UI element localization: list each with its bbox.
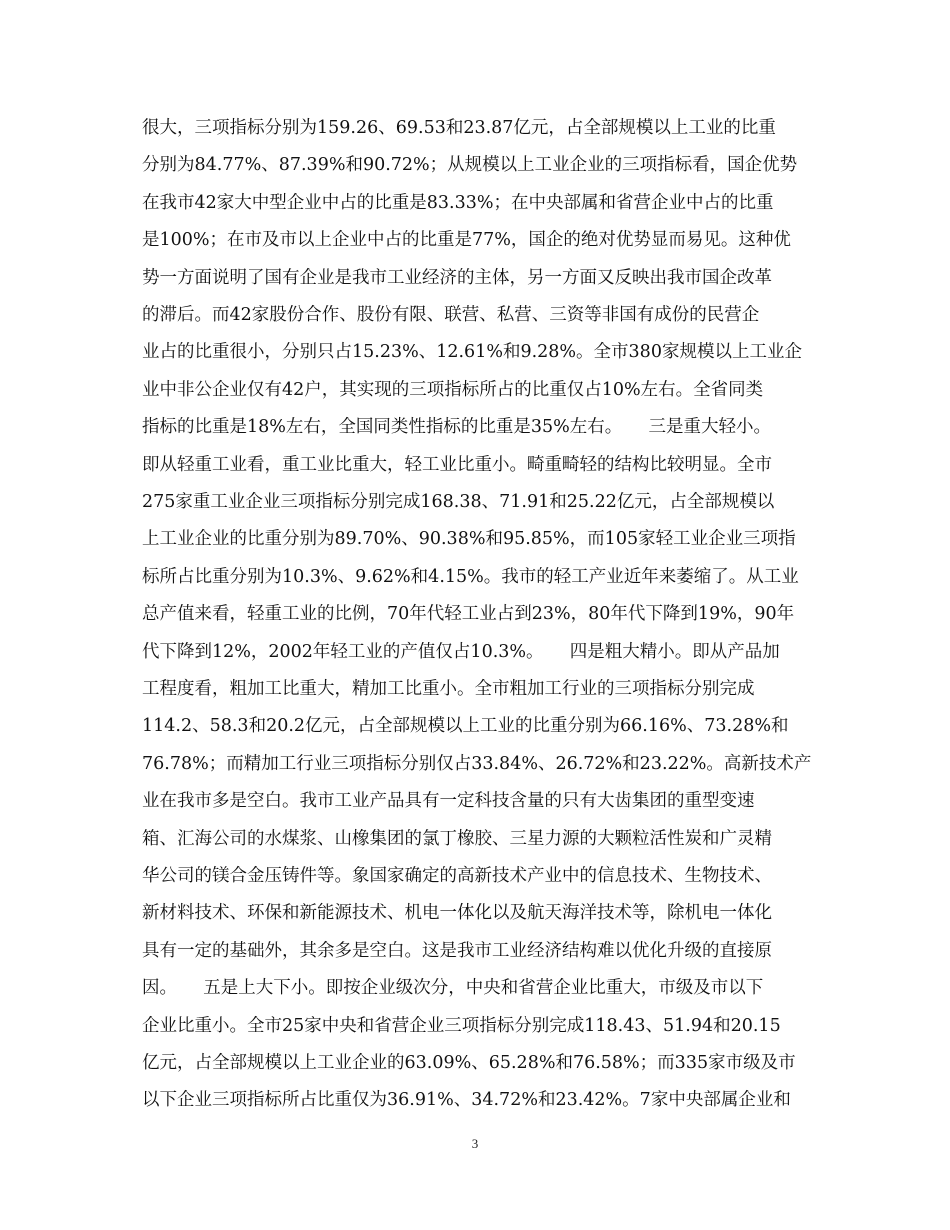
text-line: 在我市42家大中型企业中占的比重是83.33%；在中央部属和省营企业中占的比重: [142, 192, 774, 213]
text-line: 275家重工业企业三项指标分别完成168.38、71.91和25.22亿元，占全部规模以: [142, 492, 775, 512]
text-line: 分别为84.77%、87.39%和90.72%；从规模以上工业企业的三项指标看，国企优势: [142, 155, 798, 176]
text-line: 上工业企业的比重分别为89.70%、90.38%和95.85%，而105家轻工业企业三项指: [142, 529, 796, 550]
text-line: 76.78%；而精加工行业三项指标分别仅占33.84%、26.72%和23.22%。高新技术产: [142, 753, 812, 774]
text-line: 是100%；在市及市以上企业中占的比重是77%，国企的绝对优势显而易见。这种优: [142, 230, 791, 251]
text-line: 业占的比重很小，分别只占15.23%、12.61%和9.28%。全市380家规模以上工业企: [142, 342, 802, 363]
text-line: 业中非公企业仅有42户，其实现的三项指标所占的比重仅占10%左右。全省同类: [142, 379, 764, 400]
text-line: 具有一定的基础外，其余多是空白。这是我市工业经济结构难以优化升级的直接原: [142, 940, 772, 961]
text-line: 很大，三项指标分别为159.26、69.53和23.87亿元，占全部规模以上工业的比重: [142, 118, 776, 138]
page-number: 3: [471, 1136, 479, 1151]
text-line: 代下降到12%，2002年轻工业的产值仅占10.3%。 四是粗大精小。即从产品加: [142, 641, 780, 662]
text-line: 标所占比重分别为10.3%、9.62%和4.15%。我市的轻工产业近年来萎缩了。从工业: [142, 566, 799, 587]
text-line: 势一方面说明了国有企业是我市工业经济的主体，另一方面又反映出我市国企改革: [142, 267, 772, 288]
text-line: 114.2、58.3和20.2亿元，占全部规模以上工业的比重分别为66.16%、73.28%和: [142, 716, 789, 737]
text-line: 指标的比重是18%左右，全国同类性指标的比重是35%左右。 三是重大轻小。: [142, 417, 772, 438]
text-line: 亿元，占全部规模以上工业企业的63.09%、65.28%和76.58%；而335家市级及市: [142, 1053, 796, 1073]
text-line: 新材料技术、环保和新能源技术、机电一体化以及航天海洋技术等，除机电一体化: [142, 903, 772, 924]
text-line: 工程度看，粗加工比重大，精加工比重小。全市粗加工行业的三项指标分别完成: [142, 679, 755, 699]
text-line: 箱、汇海公司的水煤浆、山橡集团的氯丁橡胶、三星力源的大颗粒活性炭和广灵精: [142, 828, 772, 849]
text-line: 总产值来看，轻重工业的比例，70年代轻工业占到23%，80年代下降到19%，90年: [142, 604, 795, 625]
text-line: 以下企业三项指标所占比重仅为36.91%、34.72%和23.42%。7家中央部属企业和: [142, 1090, 791, 1111]
text-line: 因。 五是上大下小。即按企业级次分，中央和省营企业比重大，市级及市以下: [142, 978, 764, 999]
text-line: 业在我市多是空白。我市工业产品具有一定科技含量的只有大齿集团的重型变速: [142, 791, 755, 812]
text-line: 企业比重小。全市25家中央和省营企业三项指标分别完成118.43、51.94和20.15: [142, 1015, 781, 1036]
text-line: 华公司的镁合金压铸件等。象国家确定的高新技术产业中的信息技术、生物技术、: [142, 866, 772, 886]
text-line: 即从轻重工业看，重工业比重大，轻工业比重小。畸重畸轻的结构比较明显。全市: [142, 454, 772, 475]
text-line: 的滞后。而42家股份合作、股份有限、联营、私营、三资等非国有成份的民营企: [142, 305, 760, 325]
